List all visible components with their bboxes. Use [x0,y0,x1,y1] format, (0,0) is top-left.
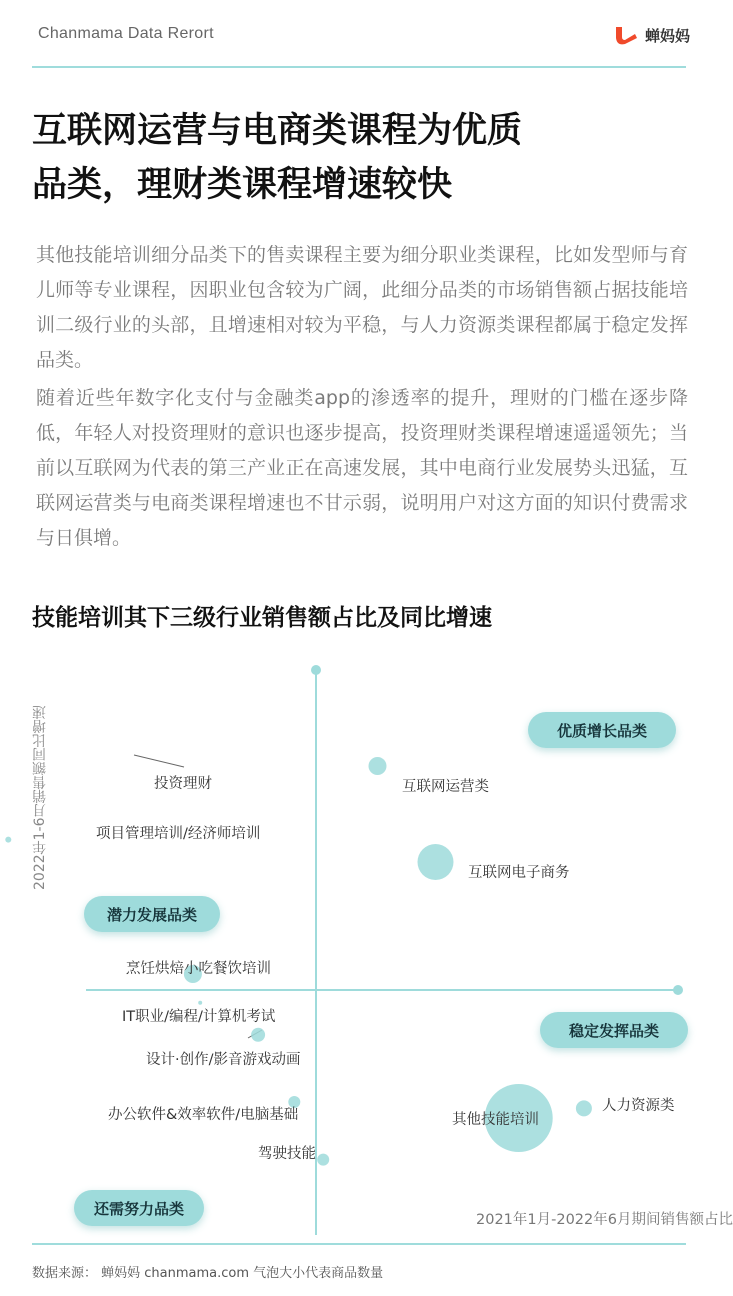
quadrant-label-needs-effort: 还需努力品类 [74,1190,204,1226]
paragraph-1: 其他技能培训细分品类下的售卖课程主要为细分职业类课程，比如发型师与育儿师等专业课程，因职业包含较为广阔，此细分品类的市场销售额占据技能培训二级行业的头部，且增速相对较为平稳，与人力资源类课程都属于稳定发挥品类。 [36,244,688,371]
y-axis-label: 2022年1-6月销售额同比增速 [32,705,48,891]
bubble-label-internet-operation: 互联网运营类 [402,779,489,795]
logo-text: 蝉妈妈 [644,26,690,45]
bubble-label-design: 设计·创作/影音游戏动画 [146,1052,301,1068]
bubble-point [369,757,387,775]
chanmama-logo-icon [613,24,639,46]
bubble-point [251,1028,265,1042]
bubble-label-it: IT职业/编程/计算机考试 [122,1009,276,1025]
bubble-label-driving: 驾驶技能 [258,1146,316,1162]
quadrant-label-potential: 潜力发展品类 [84,896,220,932]
quadrant-label-stable: 稳定发挥品类 [540,1012,688,1048]
page-title [32,104,692,212]
bubble-label-hr: 人力资源类 [602,1098,675,1114]
brand-english-name: Chanmama Data Rerort [38,25,214,42]
bubble-label-project-management: 项目管理培训/经济师培训 [96,826,261,842]
title-line-2: 品类，理财类课程增速较快 [32,165,453,205]
bubbles [5,757,592,1166]
chart-title: 技能培训其下三级行业销售额占比及同比增速 [32,605,492,631]
bubble-point [418,844,454,880]
bubble-label-other-skills: 其他技能培训 [452,1112,539,1128]
quadrant-label-quality-growth: 优质增长品类 [528,712,676,748]
data-source: 数据来源： 蝉妈妈 chanmama.com 气泡大小代表商品数量 [32,1266,384,1281]
x-axis-label: 2021年1月-2022年6月期间销售额占比 [476,1212,733,1228]
bubble-point [576,1100,592,1116]
axes [86,665,683,1235]
bubble-label-office-software: 办公软件&效率软件/电脑基础 [108,1107,299,1123]
x-axis-end-dot [673,985,683,995]
footer-divider [32,1243,686,1245]
logo [613,24,690,46]
bubble-point [5,837,11,843]
bubble-point [317,1154,329,1166]
bubble-label-investment: 投资理财 [154,776,212,792]
header-divider [32,66,686,68]
title-line-1: 互联网运营与电商类课程为优质 [32,111,523,151]
leader-line [134,755,184,767]
report-header [0,0,724,68]
bubble-label-ecommerce: 互联网电子商务 [468,865,570,881]
bubble-label-cooking: 烹饪烘焙小吃餐饮培训 [126,961,271,977]
y-axis-end-dot [311,665,321,675]
paragraph-2: 随着近些年数字化支付与金融类app的渗透率的提升，理财的门槛在逐步降低，年轻人对投资理财的意识也逐步提高，投资理财类课程增速遥遥领先；当前以互联网为代表的第三产业正在高速发展，其中电商行业发展势头迅猛，互联网运营类与电商类课程增速也不甘示弱，说明用户对这方面的知识付费需求与日俱增。 [36,387,688,549]
